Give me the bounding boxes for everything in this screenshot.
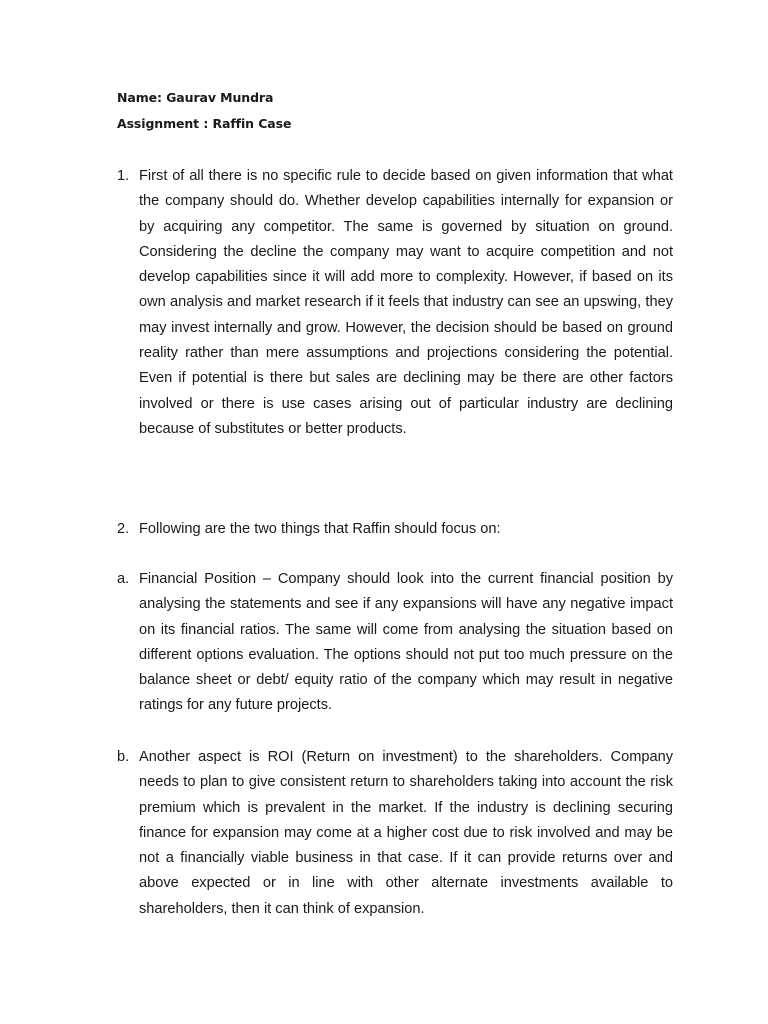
list-item-a [117,567,673,719]
list-item-text: Following are the two things that Raffin should focus on: [139,521,501,537]
list-item-text: Another aspect is ROI (Return on investment) to the shareholders. Company needs to plan to give consistent return to shareholders taking into account the risk premium which is prevalent in the market. If the industry is declining securing finance for expansion may come at a higher cost due to risk involved and may be not a financially viable business in that case. If it can provide returns over and above expected or in line with other alternate investments available to shareholders, then it can think of expansion. [139,749,673,917]
list-marker: 2. [117,521,130,537]
list-item-text: First of all there is no specific rule to decide based on given information that what the company should do. Whether develop capabilities internally for expansion or by acquiring any competitor. The same is governed by situation on ground. Considering the decline the company may want to acquire competition and not develop capabilities since it will add more to complexity. However, if based on its own analysis and market research if it feels that industry can see an upswing, they may invest internally and grow. However, the decision should be based on ground reality rather than mere assumptions and projections considering the potential. Even if potential is there but sales are declining may be there are other factors involved or there is use cases arising out of particular industry are declining because of substitutes or better products. [139,168,673,437]
author-name: Name: Gaurav Mundra [117,90,274,105]
list-item-text: Financial Position – Company should look into the current financial position by analysing the statements and see if any expansions will have any negative impact on its financial ratios. The same will come from analysing the situation based on different options evaluation. The options should not put too much pressure on the balance sheet or debt/ equity ratio of the company which may result in negative ratings for any future projects. [139,571,673,714]
assignment-title: Assignment : Raffin Case [117,116,292,131]
list-marker: a. [117,571,130,587]
list-marker: 1. [117,168,130,184]
list-item-b [117,745,673,922]
list-item-2 [117,517,673,542]
list-marker: b. [117,749,130,765]
list-item-1 [117,164,673,442]
